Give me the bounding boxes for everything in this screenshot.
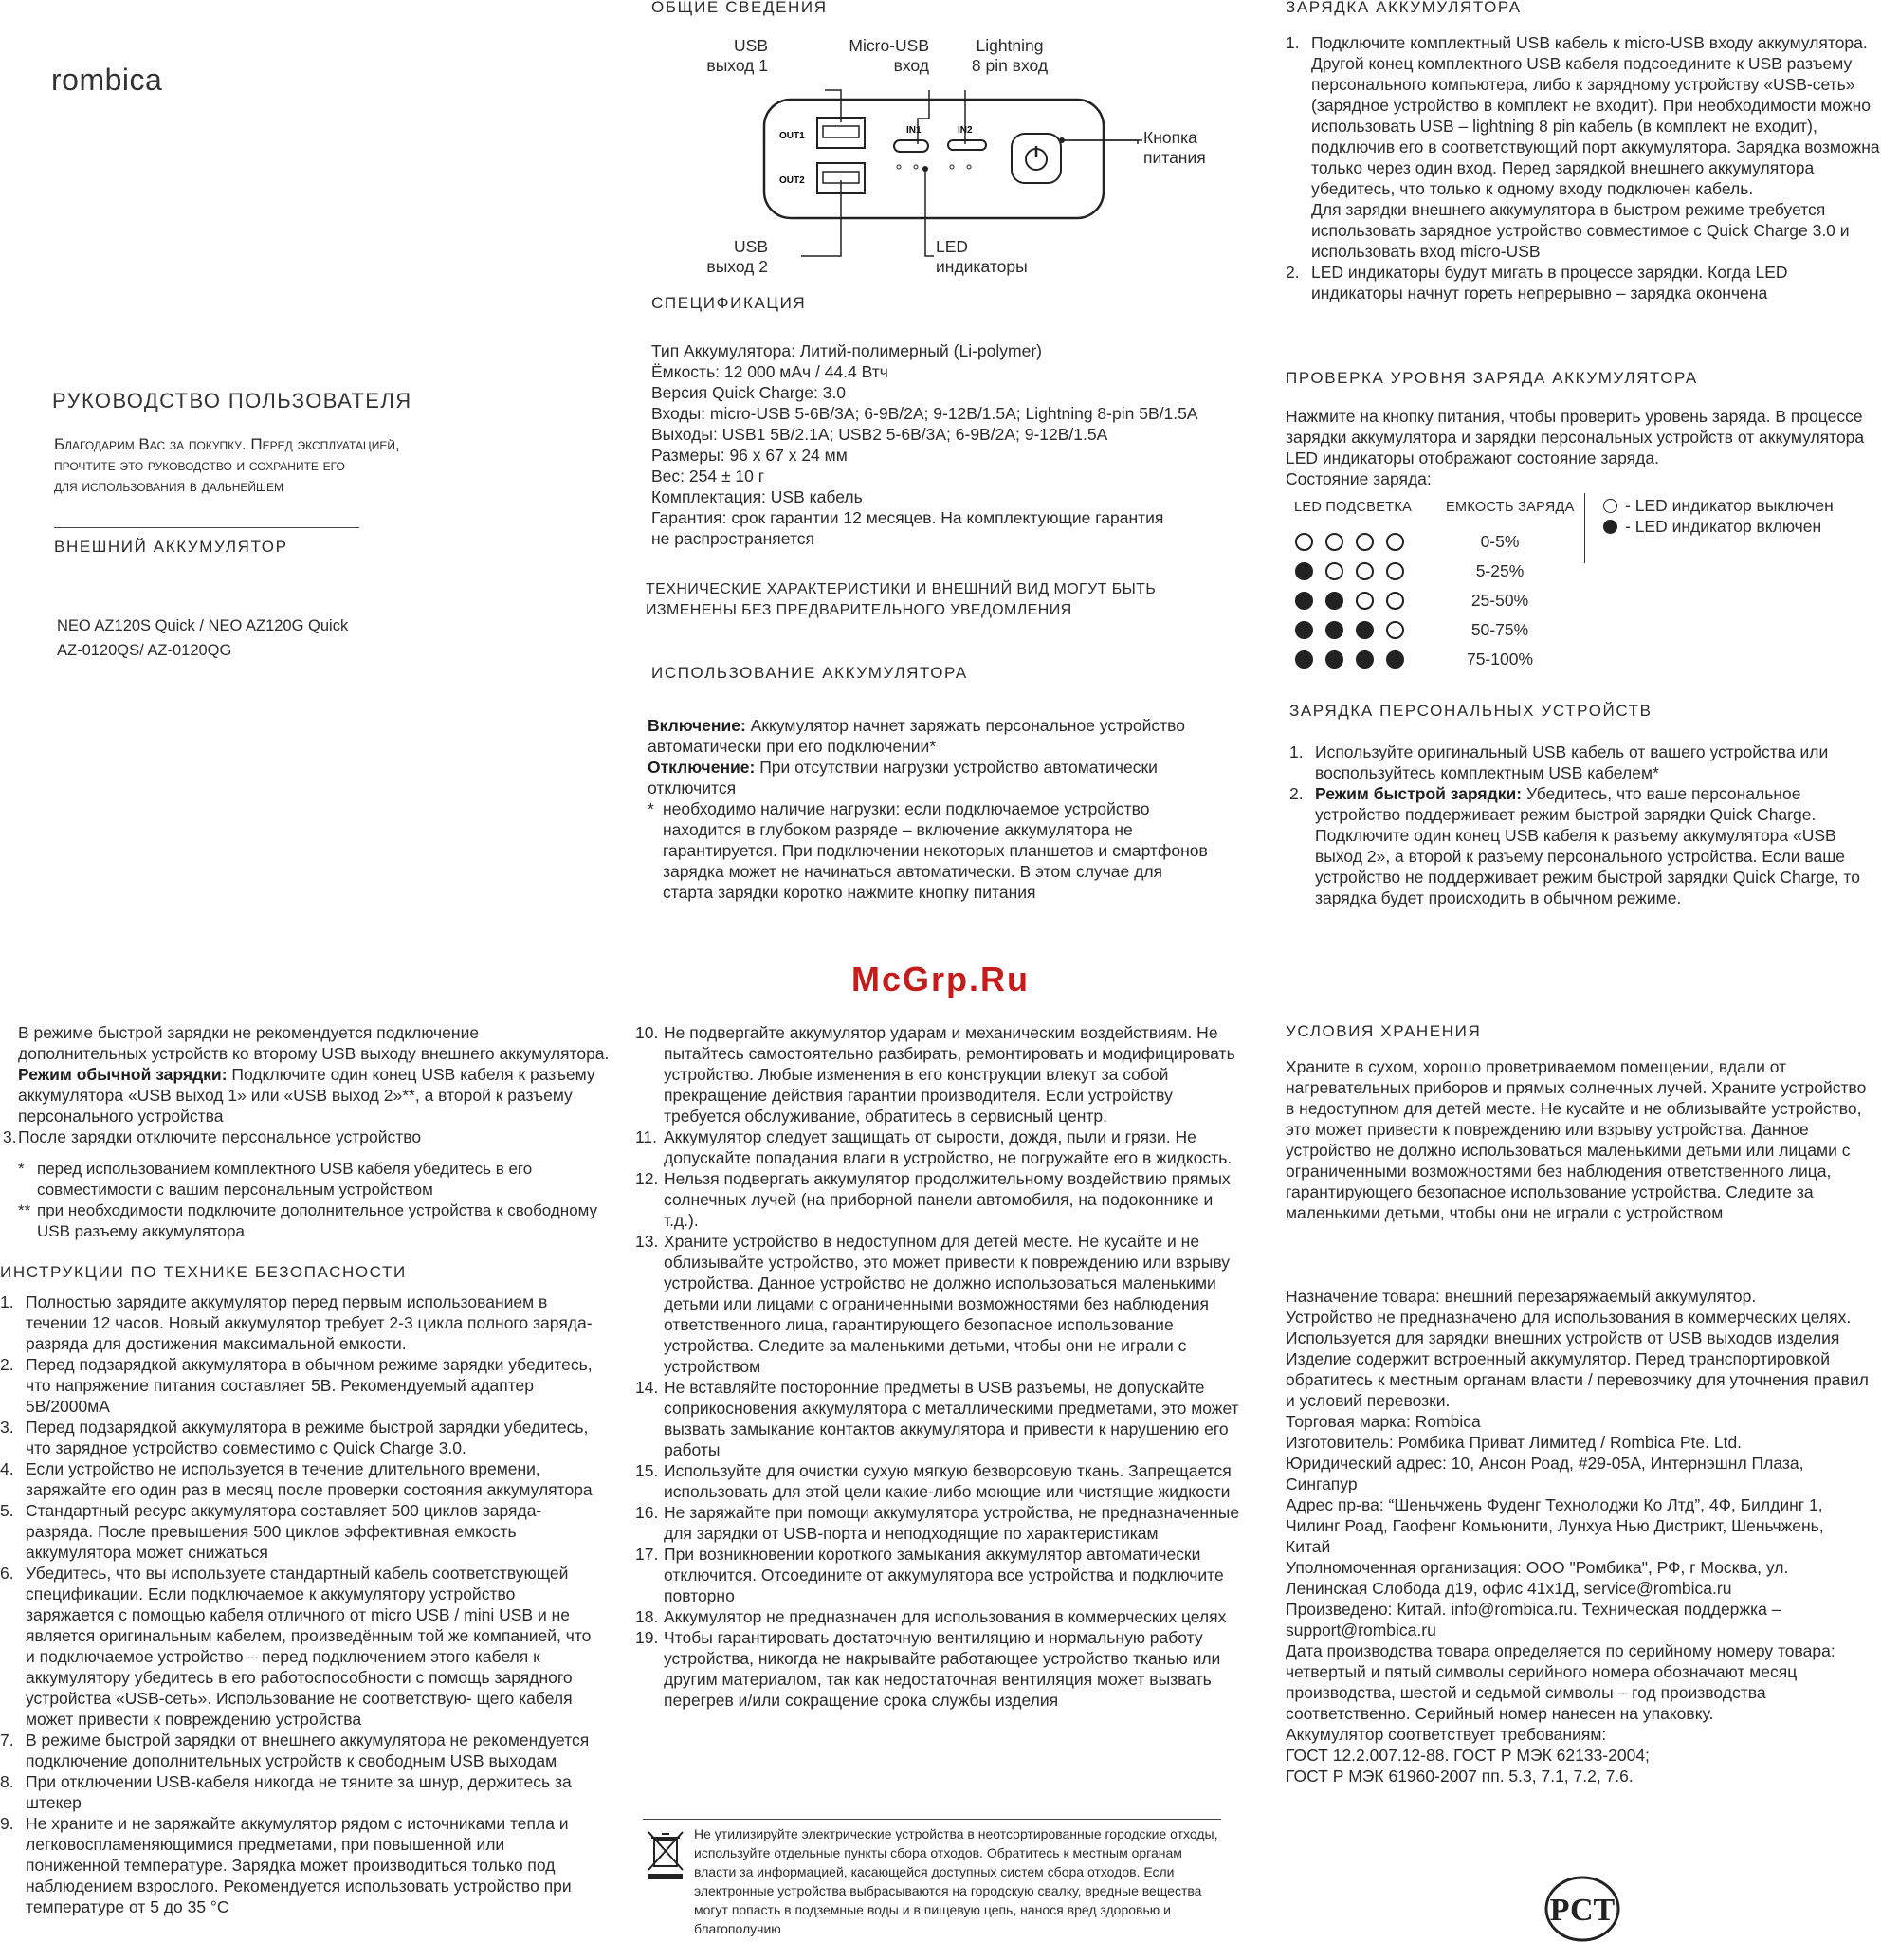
model-list	[57, 614, 348, 663]
item-text: Полностью зарядите аккумулятор перед первым использованием в течении 12 часов. Новый аккумулятор требует 2-3 цикла полного заряда-разряда для достижения максимальной емкости.	[26, 1292, 593, 1353]
level-dots	[1295, 650, 1452, 669]
spec-line: не распространяется	[651, 529, 814, 548]
continued-block	[3, 1022, 610, 1242]
usage-on-text: Аккумулятор начнет заряжать персональное устройство автоматически при его подключении*	[648, 716, 1185, 756]
item-text: Перед подзарядкой аккумулятора в обычном режиме зарядки убедитесь, что напряжение питания составляет 5В. Рекомендуемый адаптер 5В/2000мА	[26, 1355, 593, 1416]
info-line: Устройство не предназначено для использования в коммерческих целях. Используется для зарядки внешних устройств от USB выходов изделия	[1286, 1308, 1852, 1347]
specs-notice	[646, 579, 1156, 621]
list-item	[0, 1354, 597, 1417]
list-item	[1286, 32, 1881, 262]
list-item	[0, 1291, 597, 1354]
led-on-icon	[1295, 650, 1313, 669]
list-item	[1289, 783, 1877, 908]
item-number: 8.	[0, 1772, 14, 1791]
spec-line: Тип Аккумулятора: Литий-полимерный (Li-polymer)	[651, 341, 1042, 360]
continued-lead: В режиме быстрой зарядки не рекомендуется подключение дополнительных устройств ко второму USB выходу внешнего аккумулятора.	[18, 1023, 610, 1063]
info-line: ГОСТ 12.2.007.12-88. ГОСТ Р МЭК 62133-2004;	[1286, 1746, 1650, 1765]
list-item	[635, 1460, 1251, 1502]
list-item	[1289, 742, 1877, 783]
item-text: После зарядки отключите персональное устройство	[18, 1127, 422, 1146]
level-col-cap: ЕМКОСТЬ ЗАРЯДА	[1446, 500, 1575, 515]
led-off-icon	[1386, 562, 1404, 580]
item-text: Если устройство не используется в течение длительного времени, заряжайте его один раз в месяц после проверки состояния аккумулятора	[26, 1459, 593, 1499]
spec-line: Размеры: 96 х 67 х 24 мм	[651, 446, 848, 465]
footnote-text: при необходимости подключите дополнительное устройства к свободному USB разъему аккумулятора	[37, 1201, 598, 1240]
label-line: 8 pin вход	[971, 56, 1049, 75]
item-number: 3.	[3, 1127, 17, 1146]
level-row	[1295, 557, 1547, 586]
overview-title: ОБЩИЕ СВЕДЕНИЯ	[651, 0, 828, 16]
item-number: 2.	[0, 1355, 14, 1374]
level-row	[1295, 586, 1547, 615]
led-on-icon	[1295, 562, 1313, 580]
label-line: USB	[734, 36, 768, 55]
level-dots	[1295, 592, 1452, 610]
product-type: ВНЕШНИЙ АККУМУЛЯТОР	[54, 538, 288, 556]
item-number: 6.	[0, 1564, 14, 1583]
usage-off-label: Отключение:	[648, 758, 756, 777]
level-col-led: LED ПОДСВЕТКА	[1294, 500, 1413, 515]
list-item	[0, 1458, 597, 1500]
info-line: Юридический адрес: 10, Ансон Роад, #29-05А, Интернэшнл Плаза, Сингапур	[1286, 1454, 1804, 1493]
level-percent: 75-100%	[1466, 650, 1534, 669]
led-off-icon	[1325, 533, 1343, 551]
level-percent: 5-25%	[1475, 561, 1525, 580]
item-number: 1.	[1286, 33, 1300, 52]
item-number: 19.	[635, 1628, 659, 1647]
storage-text: Храните в сухом, хорошо проветриваемом помещении, вдали от нагревательных приборов и прямых солнечных лучей. Храните устройство в недоступном для детей месте. Не кусайте и не облизывайте устройство, это может привести к повреждению или взрыву устройства. Данное устройство не должно использоваться маленькими детьми или лицами с ограниченными возможностями без наблюдения ответственного лица, гарантирующего безопасное использование устройства. Следите за маленькими детьми, чтобы они не играли с устройством	[1286, 1057, 1867, 1222]
item-text: Не храните и не заряжайте аккумулятор рядом с источниками тепла и легковоспламеняющимися предметами, при повышенной или пониженной температуре. Зарядка может производиться только под наблюдением взрослого. Рекомендуется использовать устройство при температуре от 5 до 35 °С	[26, 1814, 572, 1916]
item-text: Стандартный ресурс аккумулятора составляет 500 циклов заряда-разряда. После превышения 500 циклов эффективная емкость аккумулятора может снижаться	[26, 1501, 542, 1562]
usage-on-label: Включение:	[648, 716, 746, 735]
list-item	[0, 1500, 597, 1563]
item-text: Перед подзарядкой аккумулятора в режиме быстрой зарядки убедитесь, что зарядное устройство совместимо с Quick Charge 3.0.	[26, 1418, 589, 1457]
level-percent: 50-75%	[1470, 620, 1529, 639]
item-number: 10.	[635, 1023, 659, 1042]
disposal-top-line	[643, 1819, 1221, 1820]
info-line: Изготовитель: Ромбика Приват Лимитед / Rombica Pte. Ltd.	[1286, 1433, 1743, 1452]
led-on-icon	[1356, 650, 1374, 669]
legend-on-text: - LED индикатор включен	[1625, 517, 1822, 536]
level-divider	[1584, 493, 1585, 563]
list-item	[635, 1168, 1251, 1231]
item-number: 9.	[0, 1814, 14, 1833]
list-item	[635, 1127, 1251, 1168]
level-text	[1286, 406, 1873, 489]
info-line: ГОСТ Р МЭК 61960-2007 пп. 5.3, 7.1, 7.2, 7.6.	[1286, 1767, 1634, 1786]
footnote-mark: **	[18, 1201, 31, 1219]
item-text: Используйте оригинальный USB кабель от вашего устройства или воспользуйтесь комплектным USB кабелем*	[1315, 742, 1829, 782]
legend-off-text: - LED индикатор выключен	[1625, 496, 1834, 515]
list-item	[0, 1563, 597, 1730]
led-on-icon	[1325, 592, 1343, 610]
cert-mark-icon	[1543, 1876, 1621, 1942]
level-percent: 0-5%	[1480, 532, 1520, 551]
cover-divider	[54, 527, 359, 528]
label-line: USB	[734, 237, 768, 256]
led-off-icon	[1603, 499, 1617, 513]
thanks-line: Благодарим Вас за покупку. Перед эксплуатацией,	[54, 435, 400, 453]
item-number: 5.	[0, 1501, 14, 1520]
personal-list	[1289, 742, 1877, 908]
normal-mode-text: Подключите один конец USB кабеля к разъему аккумулятора «USB выход 1» или «USB выход 2»**, а второй к разъему персонального устройства	[18, 1065, 595, 1126]
level-table	[1295, 527, 1547, 674]
list-item	[0, 1813, 597, 1917]
item-text: Не заряжайте при помощи аккумулятора устройства, не предназначенные для зарядки от USB-порта и неподходящие по характеристикам	[664, 1503, 1240, 1543]
item-text: Для зарядки внешнего аккумулятора в быстром режиме требуется использовать зарядное устройство совместимое с Quick Charge 3.0 и использовать вход micro-USB	[1311, 200, 1850, 261]
personal-title: ЗАРЯДКА ПЕРСОНАЛЬНЫХ УСТРОЙСТВ	[1289, 702, 1653, 720]
info-line: Произведено: Китай. info@rombica.ru. Техническая поддержка – support@rombica.ru	[1286, 1600, 1781, 1639]
spec-line: Вес: 254 ± 10 г	[651, 467, 765, 485]
level-row	[1295, 615, 1547, 645]
led-off-icon	[1356, 562, 1374, 580]
spec-line: Версия Quick Charge: 3.0	[651, 383, 847, 402]
item-text: Не подвергайте аккумулятор ударам и механическим воздействиям. Не пытайтесь самостоятельно разбирать, ремонтировать и модифицировать устройство. Любые изменения в его конструкции влекут за собой прекращение действия гарантии производителя. Если устройству требуется обслуживание, обратитесь в сервисный центр.	[664, 1023, 1235, 1126]
item-number: 12.	[635, 1169, 659, 1188]
charging-list	[1286, 32, 1881, 303]
item-number: 18.	[635, 1607, 659, 1626]
in1-mark: IN1	[906, 125, 922, 136]
level-row	[1295, 645, 1547, 674]
led-off-icon	[1356, 533, 1374, 551]
usage-title: ИСПОЛЬЗОВАНИЕ АККУМУЛЯТОРА	[651, 664, 968, 682]
info-block	[1286, 1286, 1869, 1786]
led-on-icon	[1295, 621, 1313, 639]
normal-mode-label: Режим обычной зарядки:	[18, 1065, 228, 1084]
model-line: AZ-0120QS/ AZ-0120QG	[57, 642, 232, 659]
usage-note-text: необходимо наличие нагрузки: если подключаемое устройство находится в глубоком разряде – включение аккумулятора не гарантируется. При подключении некоторых планшетов и смартфонов зарядка может не начинаться автоматически. В этом случае для старта зарядки коротко нажмите кнопку питания	[663, 799, 1208, 902]
safety-list-a	[0, 1291, 597, 1917]
label-line: Lightning	[976, 36, 1044, 55]
item-number: 7.	[0, 1731, 14, 1749]
list-item	[635, 1231, 1251, 1377]
watermark: McGrp.Ru	[851, 960, 1031, 998]
level-paragraph: Нажмите на кнопку питания, чтобы проверить уровень заряда. В процессе зарядки аккумулятора и зарядки персональных устройств от аккумулятора LED индикаторы отображают состояние заряда.	[1286, 407, 1865, 467]
item-text: Храните устройство в недоступном для детей месте. Не кусайте и не облизывайте устройство, это может привести к повреждению или взрыву устройства. Данное устройство не должно использоваться маленькими детьми или лицами с ограниченными возможностями без наблюдения ответственного лица, гарантирующего безопасное использование устройства. Следите за маленькими детьми, чтобы они не играли с устройством	[664, 1232, 1231, 1376]
specs-list	[651, 340, 1220, 549]
notice-line: ИЗМЕНЕНЫ БЕЗ ПРЕДВАРИТЕЛЬНОГО УВЕДОМЛЕНИЯ	[646, 602, 1072, 618]
item-text: В режиме быстрой зарядки от внешнего аккумулятора не рекомендуется подключение дополнительных устройств к свободным USB выходам	[26, 1731, 590, 1770]
item-text: Чтобы гарантировать достаточную вентиляцию и нормальную работу устройства, никогда не накрывайте работающее устройство тканью или другим материалом, так как недостаточная вентиляция может вызвать перегрев и/или сокращение срока службы изделия	[664, 1628, 1221, 1710]
disposal-text: Не утилизируйте электрические устройства в неотсортированные городские отходы, используйте отдельные пункты сбора отходов. Обратитесь к местным органам власти за информацией, касающейся доступных систем сбора отходов. Если электронные устройства выбрасываются на городскую свалку, вредные вещества могут попасть в подземные воды и в пищевую цепь, нанося вред здоровью и благополучию	[694, 1826, 1218, 1936]
label-line: Кнопка	[1143, 128, 1197, 147]
list-item	[0, 1730, 597, 1771]
item-number: 16.	[635, 1503, 659, 1522]
safety-title: ИНСТРУКЦИИ ПО ТЕХНИКЕ БЕЗОПАСНОСТИ	[0, 1263, 407, 1281]
item-text: Аккумулятор не предназначен для использования в коммерческих целях	[664, 1607, 1227, 1626]
led-off-icon	[1295, 533, 1313, 551]
item-number: 3.	[0, 1418, 14, 1437]
device-diagram	[740, 57, 1157, 266]
storage-title: УСЛОВИЯ ХРАНЕНИЯ	[1286, 1022, 1482, 1040]
footnote-mark: *	[18, 1160, 25, 1178]
spec-line: Ёмкость: 12 000 мАч / 44.4 Втч	[651, 362, 888, 381]
brand-logo: rombica	[51, 63, 163, 97]
label-line: LED	[936, 237, 969, 256]
led-off-icon	[1386, 592, 1404, 610]
item-number: 2.	[1286, 263, 1300, 282]
level-title: ПРОВЕРКА УРОВНЯ ЗАРЯДА АККУМУЛЯТОРА	[1286, 369, 1698, 387]
notice-line: ТЕХНИЧЕСКИЕ ХАРАКТЕРИСТИКИ И ВНЕШНИЙ ВИД МОГУТ БЫТЬ	[646, 581, 1157, 597]
safety-list-b	[635, 1022, 1251, 1711]
thanks-line: для использования в дальнейшем	[54, 477, 284, 495]
thanks-line: прочтите это руководство и сохраните его	[54, 456, 345, 474]
info-line: Торговая марка: Rombica	[1286, 1412, 1481, 1431]
label-line: индикаторы	[936, 257, 1028, 276]
led-off-icon	[1325, 562, 1343, 580]
item-number: 15.	[635, 1461, 659, 1480]
thanks-text	[54, 434, 433, 497]
led-off-icon	[1386, 533, 1404, 551]
level-legend	[1603, 495, 1834, 537]
item-number: 2.	[1289, 784, 1304, 803]
level-state-label: Состояние заряда:	[1286, 469, 1432, 488]
level-dots	[1295, 562, 1452, 580]
label-line: питания	[1143, 148, 1206, 167]
item-number: 11.	[635, 1127, 658, 1146]
level-dots	[1295, 621, 1452, 639]
item-text: Убедитесь, что вы используете стандартный кабель соответствующей спецификации. Если подключаемое к аккумулятору устройство заряжается с помощью кабеля отличного от micro USB / mini USB и не является оригинальным кабелем, произведённым той же компанией, что и подключаемое устройство – перед подключением этого кабеля к аккумулятору убедитесь в его работоспособности с помощь зарядного устройства «USB-сеть». Использование не соответствую- щего кабеля может привести к повреждению устройства	[26, 1564, 592, 1729]
led-on-icon	[1325, 621, 1343, 639]
item-text: При возникновении короткого замыкания аккумулятор автоматически отключится. Отсоедините от аккумулятора все устройства и подключите повторно	[664, 1545, 1224, 1605]
spec-line: Гарантия: срок гарантии 12 месяцев. На комплектующие гарантия	[651, 508, 1164, 527]
list-item	[0, 1771, 597, 1813]
list-item	[635, 1502, 1251, 1544]
led-on-icon	[1295, 592, 1313, 610]
item-text: Убедитесь, что ваше персональное устройство поддерживает режим быстрой зарядки Quick Charge. Подключите один конец USB кабеля к разъему аккумулятора «USB выход 2», а второй к разъему персонального устройства. Если ваше устройство не поддерживает режим быстрой зарядки Quick Charge, то зарядка будет происходить в обычном режиме.	[1315, 784, 1860, 907]
label-line: вход	[893, 56, 929, 75]
item-text: LED индикаторы будут мигать в процессе зарядки. Когда LED индикаторы начнут гореть непрерывно – зарядка окончена	[1311, 263, 1788, 302]
cert-mark-text: РСТ	[1549, 1893, 1616, 1928]
level-row	[1295, 527, 1547, 557]
in2-mark: IN2	[958, 125, 973, 136]
led-on-icon	[1325, 650, 1343, 669]
list-item	[635, 1606, 1251, 1627]
item-number: 1.	[1289, 742, 1304, 761]
info-line: Изделие содержит встроенный аккумулятор. Перед транспортировкой обратитесь к местным органам власти / перевозчику для уточнения правил и условий перевозки.	[1286, 1349, 1869, 1410]
out2-mark: OUT2	[779, 175, 805, 186]
list-item	[635, 1377, 1251, 1460]
info-line: Уполномоченная организация: ООО "Ромбика", РФ, г Москва, ул. Ленинская Слобода д19, офис 41х1Д, service@rombica.ru	[1286, 1558, 1789, 1598]
item-number: 13.	[635, 1232, 659, 1251]
charging-title: ЗАРЯДКА АККУМУЛЯТОРА	[1286, 0, 1522, 16]
label-line: Micro-USB	[849, 36, 929, 55]
crossed-bin-icon	[645, 1828, 686, 1881]
item-text: При отключении USB-кабеля никогда не тяните за шнур, держитесь за штекер	[26, 1772, 572, 1812]
usage-body	[648, 715, 1216, 903]
manual-title: РУКОВОДСТВО ПОЛЬЗОВАТЕЛЯ	[52, 389, 412, 412]
usage-note-mark: *	[648, 799, 654, 818]
item-text: Используйте для очистки сухую мягкую безворсовую ткань. Запрещается использовать для этой цели какие-либо моющие или чистящие жидкости	[664, 1461, 1232, 1501]
info-line: Адрес пр-ва: “Шеньчжень Фуденг Технолоджи Ко Лтд”, 4Ф, Билдинг 1, Чилинг Роад, Гаофенг Комьюнити, Лунхуа Нью Дистрикт, Шеньчжень, Китай	[1286, 1495, 1824, 1556]
spec-line: Входы: micro-USB 5-6В/3А; 6-9В/2А; 9-12В/1.5А; Lightning 8-pin 5В/1.5А	[651, 404, 1198, 423]
item-number: 1.	[0, 1292, 14, 1311]
info-line: Назначение товара: внешний перезаряжаемый аккумулятор.	[1286, 1287, 1757, 1306]
list-item	[635, 1544, 1251, 1606]
item-text: Подключите комплектный USB кабель к micro-USB входу аккумулятора. Другой конец комплектного USB кабеля подсоедините к USB разъему персонального компьютера, либо к зарядному устройству «USB-сеть» (зарядное устройство в комплект не входит). При необходимости можно использовать USB – lightning 8 pin кабель (в комплект не входит), подключив его в соответствующий порт аккумулятора. Зарядка возможна только через один вход. Перед зарядкой внешнего аккумулятора убедитесь, что только к одному входу подключен кабель.	[1311, 33, 1880, 198]
label-line: выход 1	[706, 56, 768, 75]
item-number: 14.	[635, 1378, 659, 1397]
led-on-icon	[1603, 520, 1617, 534]
led-off-icon	[1386, 621, 1404, 639]
info-line: Аккумулятор соответствует требованиям:	[1286, 1725, 1607, 1744]
item-text: Не вставляйте посторонние предметы в USB разъемы, не допускайте соприкосновения аккумулятора с металлическими предметами, это может вызвать замыкание контактов аккумулятора и привести к нарушению его работы	[664, 1378, 1239, 1459]
list-item	[635, 1627, 1251, 1711]
item-number: 17.	[635, 1545, 659, 1564]
spec-line: Комплектация: USB кабель	[651, 487, 863, 506]
led-on-icon	[1386, 650, 1404, 669]
list-item	[635, 1022, 1251, 1127]
model-line: NEO AZ120S Quick / NEO AZ120G Quick	[57, 617, 349, 634]
spec-line: Выходы: USB1 5В/2.1А; USB2 5-6В/3А; 6-9В/2А; 9-12В/1.5А	[651, 425, 1108, 444]
item-text: Нельзя подвергать аккумулятор продолжительному воздействию прямых солнечных лучей (на приборной панели автомобиля, на подоконнике и т.д.).	[664, 1169, 1231, 1230]
footnote-text: перед использованием комплектного USB кабеля убедитесь в его совместимости с вашим персональным устройством	[37, 1160, 533, 1199]
item-text: Аккумулятор следует защищать от сырости, дождя, пыли и грязи. Не допускайте попадания влаги в устройство, не погружайте его в жидкость.	[664, 1127, 1233, 1167]
usage-off-text: При отсутствии нагрузки устройство автоматически отключится	[648, 758, 1158, 797]
led-off-icon	[1356, 592, 1374, 610]
led-on-icon	[1356, 621, 1374, 639]
level-dots	[1295, 533, 1452, 551]
specs-title: СПЕЦИФИКАЦИЯ	[651, 294, 807, 312]
list-item	[1286, 262, 1881, 303]
out1-mark: OUT1	[779, 131, 805, 141]
label-line: выход 2	[706, 257, 768, 276]
list-item	[0, 1417, 597, 1458]
level-percent: 25-50%	[1470, 591, 1529, 610]
info-line: Дата производства товара определяется по серийному номеру товара: четвертый и пятый символы серийного номера обозначают месяц производства, шестой и седьмой символы – год производства соответственно. Серийный номер нанесен на упаковку.	[1286, 1641, 1835, 1723]
item-number: 4.	[0, 1459, 14, 1478]
item-label: Режим быстрой зарядки:	[1315, 784, 1523, 803]
